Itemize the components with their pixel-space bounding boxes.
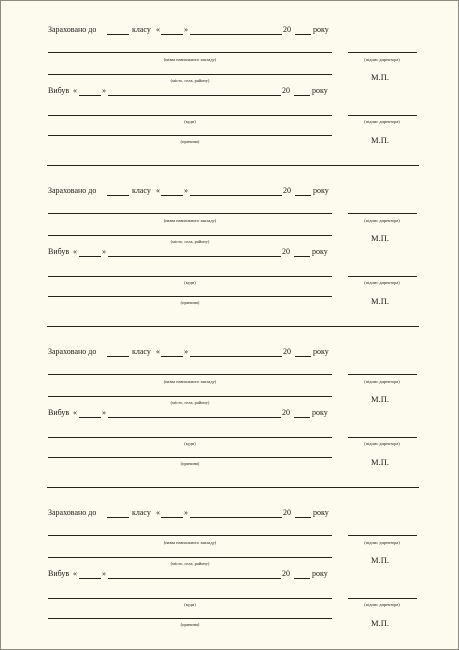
director-sign-line-2 [348, 276, 417, 277]
year-label: року [313, 25, 329, 34]
year-label: року [313, 186, 329, 195]
year-prefix: 20 [283, 347, 291, 356]
quote-close-2: » [102, 569, 106, 578]
location-line [48, 557, 332, 558]
blank-left-year [294, 256, 310, 257]
left-label: Вибув [48, 569, 70, 578]
director-caption-2: (підпис директора) [364, 441, 400, 446]
director-caption-1: (підпис директора) [364, 379, 400, 384]
blank-date [190, 34, 282, 35]
blank-class-number [107, 195, 129, 196]
quote-open: « [156, 25, 160, 34]
director-caption-2: (підпис директора) [364, 280, 400, 285]
quote-open-2: « [73, 408, 77, 417]
blank-year [295, 195, 311, 196]
blank-left-year [294, 95, 310, 96]
left-label: Вибув [48, 408, 70, 417]
seal-label-2: М.П. [371, 618, 389, 628]
enrolled-label: Зараховано до [48, 186, 97, 195]
left-label: Вибув [48, 86, 70, 95]
seal-label-1: М.П. [371, 72, 389, 82]
director-sign-line-2 [348, 437, 417, 438]
reason-caption: (причина) [180, 139, 200, 144]
blank-left-day [79, 578, 101, 579]
where-caption: (куди) [184, 280, 196, 285]
quote-open: « [156, 347, 160, 356]
seal-label-2: М.П. [371, 457, 389, 467]
director-caption-1: (підпис директора) [364, 57, 400, 62]
blank-left-day [79, 417, 101, 418]
year-label-2: року [312, 247, 328, 256]
class-label: класу [132, 25, 151, 34]
quote-close: » [184, 508, 188, 517]
blank-class-letter [161, 517, 183, 518]
enrolled-label: Зараховано до [48, 508, 97, 517]
school-caption: (назва навчального закладу) [163, 57, 217, 62]
school-line [48, 535, 332, 536]
year-prefix: 20 [283, 25, 291, 34]
quote-close: » [184, 186, 188, 195]
blank-left-date [108, 256, 281, 257]
director-caption-1: (підпис директора) [364, 540, 400, 545]
record-block [1, 323, 458, 484]
blank-class-number [107, 517, 129, 518]
where-line [48, 437, 332, 438]
where-caption: (куди) [184, 602, 196, 607]
blank-left-date [108, 417, 281, 418]
seal-label-1: М.П. [371, 233, 389, 243]
blank-left-day [79, 95, 101, 96]
quote-open-2: « [73, 569, 77, 578]
where-caption: (куди) [184, 119, 196, 124]
quote-open-2: « [73, 247, 77, 256]
class-label: класу [132, 347, 151, 356]
location-caption: (місто, села, району) [170, 400, 210, 405]
year-label: року [313, 508, 329, 517]
quote-close-2: » [102, 408, 106, 417]
location-caption: (місто, села, району) [170, 78, 210, 83]
blank-class-letter [161, 356, 183, 357]
director-sign-line-1 [348, 213, 417, 214]
director-sign-line-2 [348, 598, 417, 599]
director-caption-2: (підпис директора) [364, 119, 400, 124]
year-prefix: 20 [283, 508, 291, 517]
blank-left-date [108, 578, 281, 579]
seal-label-1: М.П. [371, 394, 389, 404]
seal-label-1: М.П. [371, 555, 389, 565]
location-line [48, 396, 332, 397]
blank-year [295, 34, 311, 35]
where-line [48, 598, 332, 599]
blank-date [190, 195, 282, 196]
enrolled-label: Зараховано до [48, 347, 97, 356]
reason-caption: (причина) [180, 461, 200, 466]
year-prefix-2: 20 [282, 569, 290, 578]
director-sign-line-2 [348, 115, 417, 116]
where-line [48, 276, 332, 277]
class-label: класу [132, 508, 151, 517]
location-line [48, 235, 332, 236]
school-caption: (назва навчального закладу) [163, 218, 217, 223]
quote-close-2: » [102, 86, 106, 95]
blank-class-number [107, 34, 129, 35]
where-caption: (куди) [184, 441, 196, 446]
year-prefix: 20 [283, 186, 291, 195]
director-sign-line-1 [348, 535, 417, 536]
year-label-2: року [312, 569, 328, 578]
school-caption: (назва навчального закладу) [163, 540, 217, 545]
class-label: класу [132, 186, 151, 195]
blank-date [190, 517, 282, 518]
year-prefix-2: 20 [282, 408, 290, 417]
year-label-2: року [312, 408, 328, 417]
where-line [48, 115, 332, 116]
director-caption-2: (підпис директора) [364, 602, 400, 607]
school-line [48, 213, 332, 214]
blank-date [190, 356, 282, 357]
quote-open-2: « [73, 86, 77, 95]
blank-left-year [294, 578, 310, 579]
quote-close: » [184, 25, 188, 34]
director-sign-line-1 [348, 374, 417, 375]
school-caption: (назва навчального закладу) [163, 379, 217, 384]
reason-line [48, 135, 332, 136]
record-block [1, 162, 458, 323]
quote-open: « [156, 186, 160, 195]
blank-left-day [79, 256, 101, 257]
blank-year [295, 517, 311, 518]
location-line [48, 74, 332, 75]
blank-class-number [107, 356, 129, 357]
left-label: Вибув [48, 247, 70, 256]
quote-close-2: » [102, 247, 106, 256]
school-line [48, 52, 332, 53]
location-caption: (місто, села, району) [170, 561, 210, 566]
quote-open: « [156, 508, 160, 517]
record-block [1, 484, 458, 645]
blank-left-year [294, 417, 310, 418]
school-line [48, 374, 332, 375]
seal-label-2: М.П. [371, 135, 389, 145]
enrolled-label: Зараховано до [48, 25, 97, 34]
director-sign-line-1 [348, 52, 417, 53]
location-caption: (місто, села, району) [170, 239, 210, 244]
quote-close: » [184, 347, 188, 356]
reason-caption: (причина) [180, 300, 200, 305]
blank-left-date [108, 95, 281, 96]
reason-caption: (причина) [180, 622, 200, 627]
reason-line [48, 296, 332, 297]
seal-label-2: М.П. [371, 296, 389, 306]
record-block [1, 1, 458, 162]
year-label-2: року [312, 86, 328, 95]
blank-class-letter [161, 195, 183, 196]
year-prefix-2: 20 [282, 86, 290, 95]
year-prefix-2: 20 [282, 247, 290, 256]
blank-class-letter [161, 34, 183, 35]
reason-line [48, 618, 332, 619]
reason-line [48, 457, 332, 458]
blank-year [295, 356, 311, 357]
director-caption-1: (підпис директора) [364, 218, 400, 223]
year-label: року [313, 347, 329, 356]
